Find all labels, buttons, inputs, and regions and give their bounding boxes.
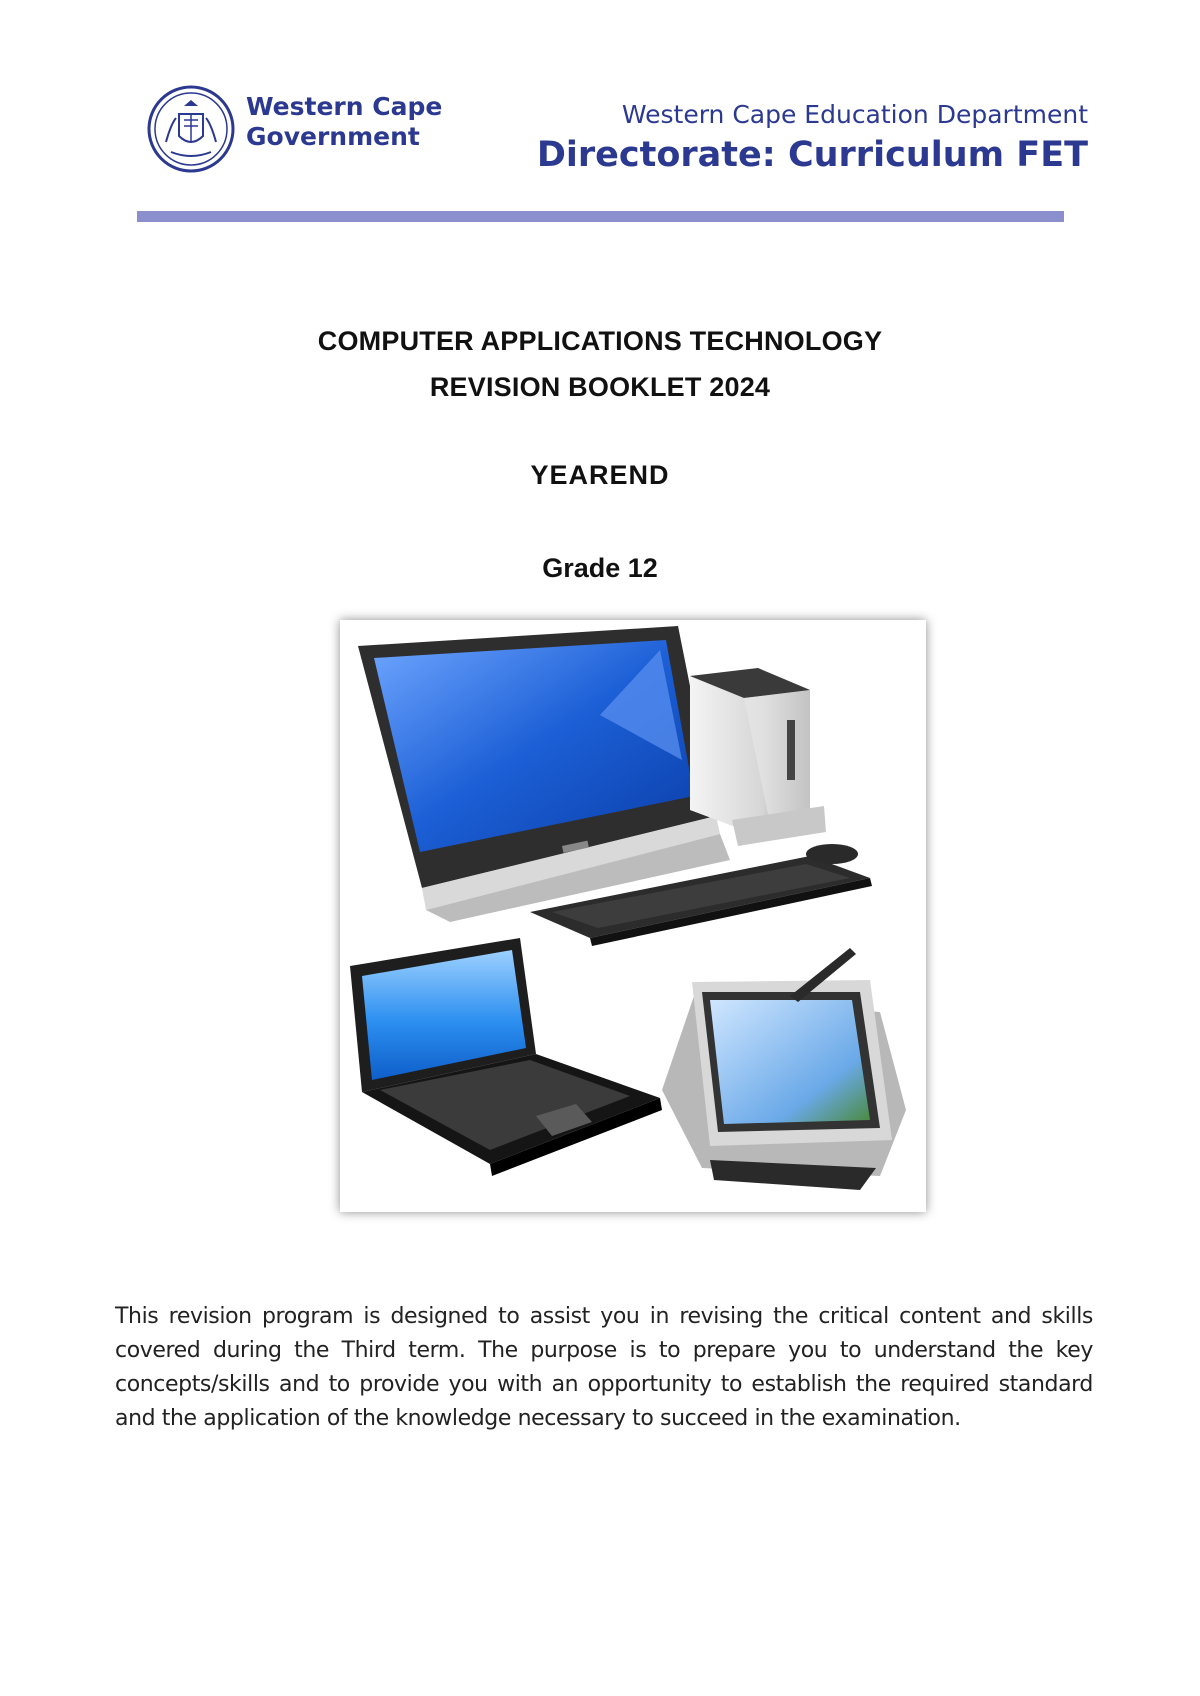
wcg-logo <box>146 84 486 180</box>
header-divider <box>137 211 1064 222</box>
directorate-name: Directorate: Curriculum FET <box>536 135 1088 175</box>
department-heading <box>537 98 1088 178</box>
desktop-monitor-icon <box>358 626 730 922</box>
intro-paragraph: This revision program is designed to assist you in revising the critical content and skills covered during the Third term. The purpose is to prepare you to understand the key concepts/skills and to provide you with an opportunity to establish the required standard and the application of the knowledge necessary to succeed in the examination. <box>115 1304 1093 1431</box>
cover-title <box>0 318 1200 410</box>
mouse-icon <box>806 844 858 864</box>
logo-name-line2: Government <box>246 122 420 151</box>
cover-term: YEAREND <box>530 460 670 490</box>
laptop-icon <box>350 938 662 1176</box>
department-name: Western Cape Education Department <box>621 100 1088 129</box>
devices-illustration <box>340 620 926 1212</box>
logo-wordmark <box>246 92 442 152</box>
tablet-icon <box>662 948 906 1190</box>
logo-name-line1: Western Cape <box>246 92 443 121</box>
cover-title-line2: REVISION BOOKLET 2024 <box>429 372 771 402</box>
cover-grade: Grade 12 <box>542 553 658 583</box>
coat-of-arms-icon <box>146 84 236 174</box>
cover-title-line1: COMPUTER APPLICATIONS TECHNOLOGY <box>317 326 883 356</box>
